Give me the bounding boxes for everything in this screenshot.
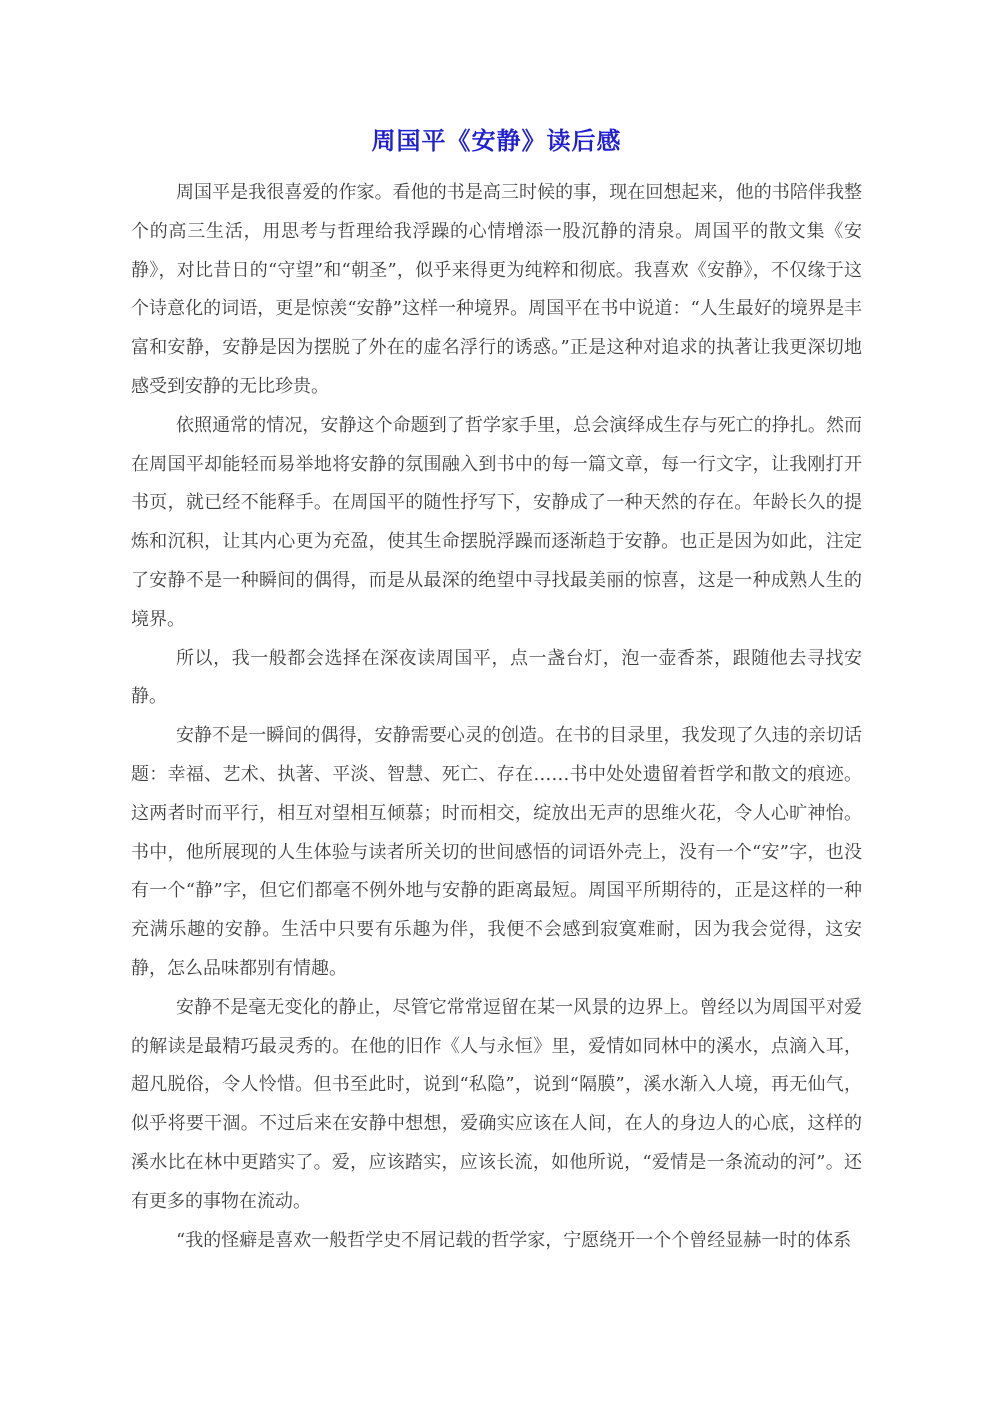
paragraph-6: “我的怪癖是喜欢一般哲学史不屑记载的哲学家，宁愿绕开一个个曾经显赫一时的体系 [176, 1229, 852, 1251]
paragraph-5: 安静不是毫无变化的静止，尽管它常常逗留在某一风景的边界上。曾经以为周国平对爱的解读是最精巧最灵秀的。在他的旧作《人与永恒》里，爱情如同林中的溪水，点滴入耳，超凡脱俗，令人怜惜。但书至此时，说到“私隐”，说到“隔膜”，溪水渐入人境，再无仙气，似乎将要干涸。不过后来在安静中想想，爱确实应该在人间，在人的身边人的心底，这样的溪水比在林中更踏实了。爱，应该踏实，应该长流，如他所说，“爱情是一条流动的河”。还有更多的事物在流动。 [131, 996, 862, 1212]
document-body [131, 174, 862, 1260]
document-title: 周国平《安静》读后感 [371, 126, 622, 155]
paragraph-4: 安静不是一瞬间的偶得，安静需要心灵的创造。在书的目录里，我发现了久违的亲切话题：幸福、艺术、执著、平淡、智慧、死亡、存在……书中处处遗留着哲学和散文的痕迹。这两者时而平行，相互对望相互倾慕；时而相交，绽放出无声的思维火花，令人心旷神怡。书中，他所展现的人生体验与读者所关切的世间感悟的词语外壳上，没有一个“安”字，也没有一个“静”字，但它们都毫不例外地与安静的距离最短。周国平所期待的，正是这样的一种充满乐趣的安静。生活中只要有乐趣为伴，我便不会感到寂寞难耐，因为我会觉得，这安静，怎么品味都别有情趣。 [131, 725, 862, 979]
paragraph-3: 所以，我一般都会选择在深夜读周国平，点一盏台灯，泡一壶香茶，跟随他去寻找安静。 [131, 647, 862, 708]
paragraph-2: 依照通常的情况，安静这个命题到了哲学家手里，总会演绎成生存与死亡的挣扎。然而在周国平却能轻而易举地将安静的氛围融入到书中的每一篇文章，每一行文字，让我刚打开书页，就已经不能释手。在周国平的随性抒写下，安静成了一种天然的存在。年龄长久的提炼和沉积，让其内心更为充盈，使其生命摆脱浮躁而逐渐趋于安静。也正是因为如此，注定了安静不是一种瞬间的偶得，而是从最深的绝望中寻找最美丽的惊喜，这是一种成熟人生的境界。 [131, 414, 862, 630]
paragraph-1: 周国平是我很喜爱的作家。看他的书是高三时候的事，现在回想起来，他的书陪伴我整个的高三生活，用思考与哲理给我浮躁的心情增添一股沉静的清泉。周国平的散文集《安静》，对比昔日的“守望”和“朝圣”，似乎来得更为纯粹和彻底。我喜欢《安静》，不仅缘于这个诗意化的词语，更是惊羡“安静”这样一种境界。周国平在书中说道：“人生最好的境界是丰富和安静，安静是因为摆脱了外在的虚名浮行的诱惑。”正是这种对追求的执著让我更深切地感受到安静的无比珍贵。 [131, 182, 862, 397]
